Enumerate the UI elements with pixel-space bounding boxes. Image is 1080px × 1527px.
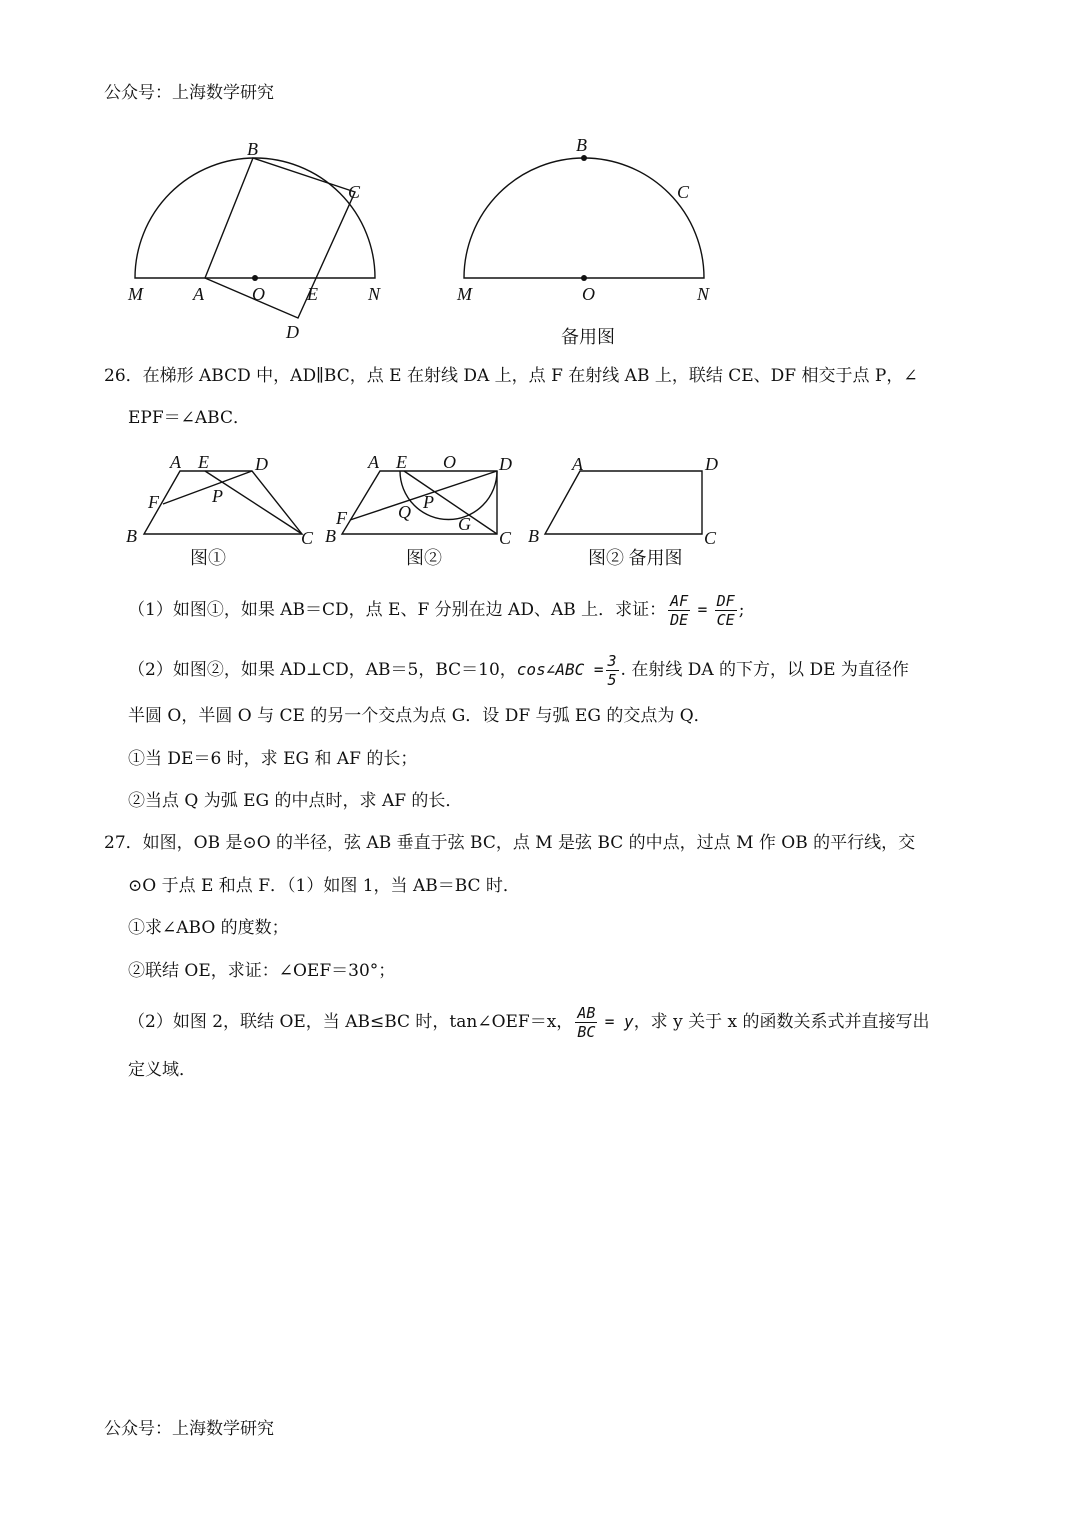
figure-26-trapezoids [120, 448, 730, 573]
label-A: A [193, 284, 204, 304]
backup-label-B: B [576, 135, 587, 155]
svg-text:O: O [443, 452, 456, 472]
svg-text:D: D [499, 454, 512, 474]
label-N: N [368, 284, 381, 304]
q26-sub1: ①当 DE＝6 时，求 EG 和 AF 的长； [128, 749, 418, 769]
q27-line1: 27．如图，OB 是⊙O 的半径，弦 AB 垂直于弦 BC，点 M 是弦 BC 的中点，过点 M 作 OB 的平行线，交 [104, 833, 916, 853]
svg-text:E: E [198, 452, 209, 472]
backup-caption: 备用图 [561, 327, 615, 347]
svg-text:A: A [170, 452, 181, 472]
backup-label-M: M [457, 284, 472, 304]
svg-text:D: D [705, 454, 718, 474]
label-C: C [348, 182, 361, 202]
q27-line2: ⊙O 于点 E 和点 F．（1）如图 1，当 AB＝BC 时． [128, 876, 520, 896]
q27-part2: （2）如图 2，联结 OE，当 AB≤BC 时，tan∠OEF＝x， $\frac{AB}{BC}$ = y，求 y 关于 x 的函数关系式并直接写出 [128, 1004, 930, 1041]
svg-text:C: C [301, 528, 314, 548]
q26-part2: （2）如图②，如果 AD⊥CD，AB＝5，BC＝10，cos∠ABC = $\frac{3}{5}$ . 在射线 DA 的下方，以 DE 为直径作 [128, 652, 909, 689]
q26-part2-line2: 半圆 O，半圆 O 与 CE 的另一个交点为点 G．设 DF 与弧 EG 的交点为 Q． [128, 706, 711, 726]
caption-fig2: 图② [406, 548, 442, 568]
svg-text:B: B [126, 526, 137, 546]
q26-sub2: ②当点 Q 为弧 EG 的中点时，求 AF 的长． [128, 791, 463, 811]
svg-text:D: D [255, 454, 268, 474]
svg-text:P: P [212, 486, 223, 506]
svg-text:A: A [368, 452, 379, 472]
page-header: 公众号：上海数学研究 [104, 83, 274, 103]
q27-sub2: ②联结 OE，求证：∠OEF＝30°； [128, 961, 396, 981]
figure-25-semicircles [120, 130, 740, 360]
backup-label-O: O [582, 284, 595, 304]
figure-25-labels [127, 139, 381, 342]
svg-text:B: B [325, 526, 336, 546]
q26-part1: （1）如图①，如果 AB＝CD，点 E、F 分别在边 AD、AB 上．求证： $\frac{AF}{DE}$ = $\frac{DF}{CE}$ ; [128, 592, 745, 629]
label-D: D [286, 322, 299, 342]
q26-line1: 26．在梯形 ABCD 中，AD∥BC，点 E 在射线 DA 上，点 F 在射线 AB 上，联结 CE、DF 相交于点 P，∠ [104, 366, 918, 386]
svg-text:C: C [704, 528, 717, 548]
label-E: E [307, 284, 318, 304]
q26-line2: EPF＝∠ABC． [128, 408, 250, 428]
svg-text:G: G [458, 514, 471, 534]
q27-part2-line2: 定义域． [128, 1060, 196, 1080]
svg-text:E: E [396, 452, 407, 472]
label-M: M [128, 284, 143, 304]
label-B: B [247, 139, 258, 159]
page-footer: 公众号：上海数学研究 [104, 1419, 274, 1439]
svg-text:C: C [499, 528, 512, 548]
caption-fig3: 图② 备用图 [588, 548, 683, 568]
svg-text:B: B [528, 526, 539, 546]
svg-text:F: F [148, 492, 159, 512]
svg-text:P: P [423, 492, 434, 512]
svg-text:A: A [572, 454, 583, 474]
q27-sub1: ①求∠ABO 的度数； [128, 918, 289, 938]
caption-fig1: 图① [190, 548, 226, 568]
backup-label-N: N [697, 284, 710, 304]
svg-text:Q: Q [398, 502, 411, 522]
svg-text:F: F [336, 508, 347, 528]
label-O: O [252, 284, 265, 304]
backup-label-C: C [677, 182, 690, 202]
